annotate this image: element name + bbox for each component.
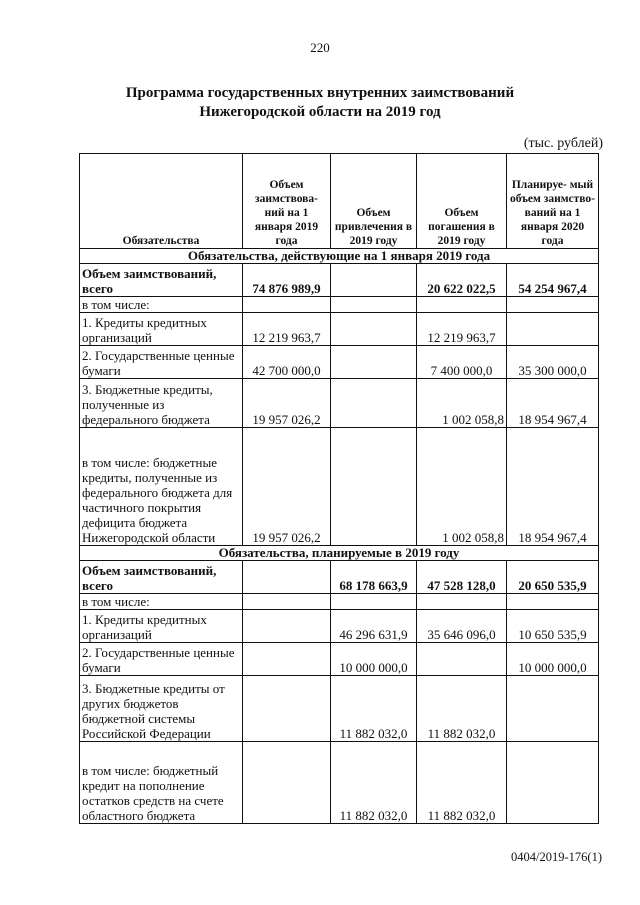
cell-value: 74 876 989,9: [243, 264, 331, 297]
row-label: 2. Государственные ценные бумаги: [80, 346, 243, 379]
cell-value: [331, 264, 417, 297]
row-label: 3. Бюджетные кредиты от других бюджетов бюджетной системы Российской Федерации: [80, 676, 243, 742]
cell-value: 19 957 026,2: [243, 379, 331, 428]
table-row: [80, 264, 599, 297]
header-obligations: Обязательства: [80, 154, 243, 249]
cell-value: 18 954 967,4: [507, 379, 599, 428]
cell-value: [507, 742, 599, 824]
table-row: [80, 676, 599, 742]
table-row: [80, 594, 599, 610]
header-attraction-2019: Объем привлечения в 2019 году: [331, 154, 417, 249]
row-label: в том числе:: [80, 594, 243, 610]
cell-value: 12 219 963,7: [243, 313, 331, 346]
borrowing-program-table: [79, 153, 599, 824]
row-label: 1. Кредиты кредитных организаций: [80, 610, 243, 643]
cell-value: 35 300 000,0: [507, 346, 599, 379]
section-title: Обязательства, действующие на 1 января 2019 года: [80, 249, 599, 264]
cell-value: 10 000 000,0: [507, 643, 599, 676]
section-row: [80, 249, 599, 264]
cell-value: 35 646 096,0: [417, 610, 507, 643]
units-label: (тыс. рублей): [523, 136, 603, 151]
cell-value: 1 002 058,8: [417, 379, 507, 428]
cell-value: 11 882 032,0: [331, 676, 417, 742]
cell-value: [331, 379, 417, 428]
row-label: 3. Бюджетные кредиты, полученные из федерального бюджета: [80, 379, 243, 428]
row-label: Объем заимствований, всего: [80, 561, 243, 594]
cell-value: [243, 610, 331, 643]
header-volume-jan-2019: Объем заимствова- ний на 1 января 2019 года: [243, 154, 331, 249]
header-repayment-2019: Объем погашения в 2019 году: [417, 154, 507, 249]
table-row: [80, 643, 599, 676]
table-row: [80, 610, 599, 643]
cell-value: 19 957 026,2: [243, 428, 331, 546]
cell-value: 68 178 663,9: [331, 561, 417, 594]
cell-value: [331, 428, 417, 546]
row-label: в том числе: бюджетный кредит на пополнение остатков средств на счете областного бюджета: [80, 742, 243, 824]
table-row: [80, 742, 599, 824]
cell-value: [243, 742, 331, 824]
cell-value: 10 650 535,9: [507, 610, 599, 643]
section-row: [80, 546, 599, 561]
cell-value: 1 002 058,8: [417, 428, 507, 546]
table-row: [80, 379, 599, 428]
header-planned-jan-2020: Планируе- мый объем заимство- ваний на 1 января 2020 года: [507, 154, 599, 249]
cell-value: 12 219 963,7: [417, 313, 507, 346]
cell-value: 46 296 631,9: [331, 610, 417, 643]
cell-value: 47 528 128,0: [417, 561, 507, 594]
table-row: [80, 346, 599, 379]
cell-value: 11 882 032,0: [417, 742, 507, 824]
table-row: [80, 297, 599, 313]
row-label: в том числе: бюджетные кредиты, полученные из федерального бюджета для частичного покрытия дефицита бюджета Нижегородской области: [80, 428, 243, 546]
row-label: Объем заимствований, всего: [80, 264, 243, 297]
row-label: 1. Кредиты кредитных организаций: [80, 313, 243, 346]
row-label: в том числе:: [80, 297, 243, 313]
page-number: 220: [310, 40, 330, 55]
cell-value: [331, 346, 417, 379]
cell-value: [417, 643, 507, 676]
cell-value: 11 882 032,0: [417, 676, 507, 742]
table-row: [80, 428, 599, 546]
table-row: [80, 561, 599, 594]
cell-value: 7 400 000,0: [417, 346, 507, 379]
document-code: 0404/2019-176(1): [511, 850, 602, 864]
cell-value: [507, 676, 599, 742]
table-row: [80, 313, 599, 346]
title-line-2: Нижегородской области на 2019 год: [199, 104, 441, 120]
document-title: [0, 84, 640, 122]
title-line-1: Программа государственных внутренних заимствований: [125, 85, 515, 101]
cell-value: [331, 313, 417, 346]
cell-value: [243, 643, 331, 676]
section-title: Обязательства, планируемые в 2019 году: [80, 546, 599, 561]
cell-value: 11 882 032,0: [331, 742, 417, 824]
row-label: 2. Государственные ценные бумаги: [80, 643, 243, 676]
cell-value: 20 622 022,5: [417, 264, 507, 297]
cell-value: 54 254 967,4: [507, 264, 599, 297]
cell-value: [507, 313, 599, 346]
cell-value: 42 700 000,0: [243, 346, 331, 379]
cell-value: 20 650 535,9: [507, 561, 599, 594]
cell-value: 10 000 000,0: [331, 643, 417, 676]
header-row: [80, 154, 599, 249]
cell-value: 18 954 967,4: [507, 428, 599, 546]
cell-value: [243, 676, 331, 742]
cell-value: [243, 561, 331, 594]
